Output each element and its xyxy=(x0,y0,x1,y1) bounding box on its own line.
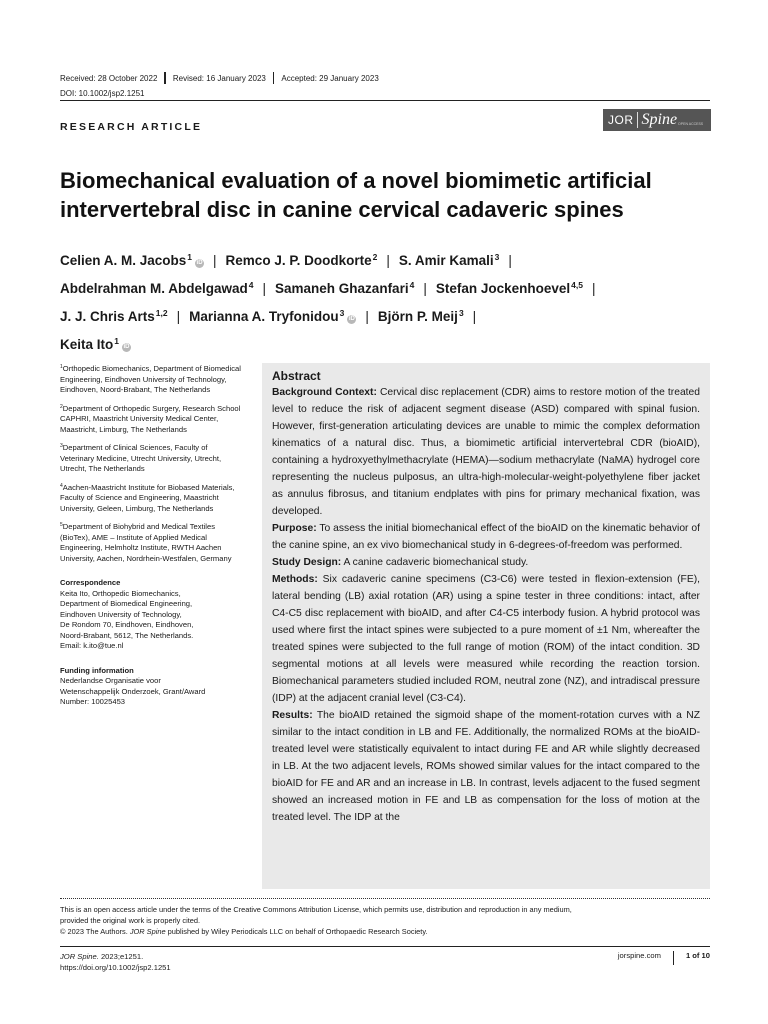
article-dates xyxy=(60,72,379,84)
author-affiliation: 2 xyxy=(372,252,378,262)
affiliation-number: 2 xyxy=(60,403,63,410)
affiliation-text: Department of Biohybrid and Medical Textiles (BioTex), AME – Institute of Applied Medical Engineering, Helmholtz Institute, RWTH Aachen University, Aachen, Nordrhein-Westfalen, Germany xyxy=(60,522,232,563)
logo-open-access: OPEN ACCESS xyxy=(678,121,704,126)
author-affiliation: 3 xyxy=(458,308,464,318)
license-line: This is an open access article under the terms of the Creative Commons Attribution License, which permits use, distribution and reproduction in any medium, xyxy=(60,905,572,914)
correspondence-email[interactable]: Email: k.ito@tue.nl xyxy=(60,641,124,650)
page-info xyxy=(560,951,710,965)
section-label: Purpose: xyxy=(272,523,317,534)
abstract-box xyxy=(262,363,710,889)
correspondence-line: Keita Ito, Orthopedic Biomechanics, xyxy=(60,588,181,598)
author-separator: | xyxy=(365,309,369,324)
author-name[interactable]: Stefan Jockenhoevel xyxy=(435,281,571,296)
funding-block xyxy=(60,676,242,708)
copyright-suffix: published by Wiley Periodicals LLC on behalf of Orthopaedic Research Society. xyxy=(165,927,428,936)
left-sidebar xyxy=(60,362,242,708)
author-separator: | xyxy=(472,309,477,324)
affiliation xyxy=(60,402,242,436)
author-name[interactable]: Remco J. P. Doodkorte xyxy=(225,253,372,268)
received-date: Received: 28 October 2022 xyxy=(60,73,158,83)
affiliation-text: Department of Orthopedic Surgery, Research School CAPHRI, Maastricht University Medical Center, Maastricht, Limburg, The Netherlands xyxy=(60,403,241,434)
affiliation-number: 1 xyxy=(60,364,63,370)
revised-date: Revised: 16 January 2023 xyxy=(172,73,266,83)
abstract-section xyxy=(272,571,700,707)
funding-line: Wetenschappelijk Onderzoek, Grant/Award xyxy=(60,686,206,696)
abstract-section xyxy=(272,707,700,826)
author-affiliation: 1 xyxy=(114,336,119,346)
author-name[interactable]: Björn P. Meij xyxy=(377,309,458,324)
section-label: Background Context: xyxy=(272,387,377,398)
correspondence-line: Noord-Brabant, 5612, The Netherlands. xyxy=(60,630,194,640)
citation xyxy=(60,951,171,973)
author-affiliation: 3 xyxy=(494,252,500,262)
correspondence-line: De Rondom 70, Eindhoven, Eindhoven, xyxy=(60,620,194,629)
section-text: The bioAID retained the sigmoid shape of the moment-rotation curves with a NZ similar to the intact condition in LB and FE. Additionally, the normalized ROMs at the bioAID-treated level were statistically equivalent to intact during FE and AR while slightly decreased in LB. At the two adjacent levels, ROMs showed similar values for the intact compared to the bioAID for FE and AR and an increase in LB. In contrast, levels adjacent to the fused segment showed an increased motion in FE and LB as compensation for the loss of motion at the treated level. The IDP at the xyxy=(272,710,700,823)
affiliation xyxy=(60,441,242,475)
license-notice xyxy=(60,904,710,937)
author-separator: | xyxy=(386,253,390,268)
logo-jor: JOR xyxy=(608,113,634,127)
divider xyxy=(164,72,166,84)
copyright-journal: JOR Spine xyxy=(129,927,166,936)
abstract-section xyxy=(272,384,700,520)
author-separator: | xyxy=(423,281,427,296)
divider xyxy=(673,951,674,965)
section-text: A canine cadaveric biomechanical study. xyxy=(341,557,529,568)
section-text: To assess the initial biomechanical effect of the bioAID on the kinematic behavior of the canine spine, an ex vivo biomechanical study in 6-degrees-of-freedom was performed. xyxy=(272,523,700,551)
citation-journal: JOR Spine. xyxy=(60,952,99,961)
affiliation-text: Aachen-Maastricht Institute for Biobased Materials, Faculty of Science and Engineering, Maastricht University, Geleen, Limburg, The Netherlands xyxy=(60,482,235,513)
section-text: Cervical disc replacement (CDR) aims to restore motion of the treated level to reduce the risk of adjacent segment disease (ASD) compared with spinal fusion. However, first-generation articulating devices are unable to mimic the complex deformation kinematics of a natural disc. Thus, a biomimetic artificial intervertebral CDR (bioAID), containing a hydroxyethylmethacrylate (HEMA)—sodium methacrylate (NaMA) hydrogel core representing the nucleus pulposus, an ultra-high-molecular-weight-polyethylene fiber jacket as annulus fibrosus, and titanium endplates with pins for primary mechanical fixation, was developed. xyxy=(272,387,700,517)
author-affiliation: 1 xyxy=(187,252,193,262)
affiliation-text: Orthopedic Biomechanics, Department of Biomedical Engineering, Eindhoven University of Technology, Eindhoven, Noord-Brabant, The Netherlands xyxy=(60,364,241,394)
author-separator: | xyxy=(213,253,217,268)
article-title: Biomechanical evaluation of a novel biomimetic artificial intervertebral disc in canine cervical cadaveric spines xyxy=(60,168,652,222)
abstract-section xyxy=(272,520,700,554)
author-affiliation: 4,5 xyxy=(571,280,583,290)
abstract-heading: Abstract xyxy=(272,369,321,383)
author-separator: | xyxy=(176,309,181,324)
affiliation-number: 3 xyxy=(60,443,63,449)
citation-rest: 2023;e1251. xyxy=(98,952,144,961)
funding-line: Nederlandse Organisatie voor xyxy=(60,676,161,685)
author-affiliation: 4 xyxy=(248,280,254,290)
orcid-icon[interactable]: iD xyxy=(348,316,355,322)
section-label: Methods: xyxy=(272,574,318,585)
header-rule xyxy=(60,100,710,101)
page-number: 1 of 10 xyxy=(685,951,710,960)
correspondence-heading: Correspondence xyxy=(60,578,121,587)
citation-line xyxy=(60,951,171,962)
author-affiliation: 3 xyxy=(339,308,345,318)
author-name[interactable]: Abdelrahman M. Abdelgawad xyxy=(60,281,248,296)
correspondence-line: Department of Biomedical Engineering, xyxy=(60,599,193,608)
logo-spine: Spine xyxy=(641,111,678,128)
affiliation xyxy=(60,520,242,564)
accepted-date: Accepted: 29 January 2023 xyxy=(281,73,379,83)
journal-logo xyxy=(603,109,711,131)
author-name[interactable]: Marianna A. Tryfonidou xyxy=(189,309,339,324)
affiliation-text: Department of Clinical Sciences, Faculty of Veterinary Medicine, Utrecht University, Utrecht, Utrecht, The Netherlands xyxy=(60,443,222,473)
author-name[interactable]: Keita Ito xyxy=(60,337,114,352)
license-line: provided the original work is properly cited. xyxy=(60,916,201,925)
section-text: Six cadaveric canine specimens (C3-C6) were tested in flexion-extension (FE), lateral bending (LB) axial rotation (AR) using a spine tester in three conditions: intact, after C4-C5 disc replacement with bioAID, and after C4-C5 interbody fusion. A hybrid protocol was used where first the intact spines were subjected to a pure moment of ±1 Nm, whereafter the treated spines were subjected to the full range of motion (ROM) of the intact condition. 3D segmental motions at all levels were measured while recording the reaction torsion. Biomechanical parameters studied included ROM, neutral zone (NZ), and intradiscal pressure (IDP) at the adjacent cranial level (C3-C4). xyxy=(272,574,700,704)
copyright-line xyxy=(60,926,710,937)
author-affiliation: 4 xyxy=(409,280,415,290)
affiliation-number: 4 xyxy=(60,482,63,489)
author-name[interactable]: Samaneh Ghazanfari xyxy=(275,281,409,296)
author-name[interactable]: Celien A. M. Jacobs xyxy=(60,253,187,268)
section-label: Results: xyxy=(272,710,313,721)
affiliation xyxy=(60,481,242,515)
correspondence-line: Eindhoven University of Technology, xyxy=(60,609,182,619)
doi-label[interactable]: DOI: 10.1002/jsp2.1251 xyxy=(60,89,145,98)
author-name[interactable]: S. Amir Kamali xyxy=(398,253,494,268)
copyright-prefix: © 2023 The Authors. xyxy=(60,927,130,936)
author-line xyxy=(60,273,710,301)
section-label: Study Design: xyxy=(272,557,342,568)
abstract-section xyxy=(272,554,700,571)
author-line xyxy=(60,301,710,329)
correspondence-block xyxy=(60,589,242,652)
author-affiliation: 1,2 xyxy=(155,308,168,318)
affiliation-number: 5 xyxy=(60,522,63,528)
funding-heading: Funding information xyxy=(60,665,134,675)
orcid-icon[interactable]: iD xyxy=(123,344,130,350)
author-separator: | xyxy=(508,253,512,268)
journal-site-link[interactable]: jorspine.com xyxy=(617,951,661,960)
footer-rule xyxy=(60,946,710,947)
orcid-icon[interactable]: iD xyxy=(196,260,203,266)
dotted-divider xyxy=(60,898,710,899)
author-name[interactable]: J. J. Chris Arts xyxy=(60,309,155,324)
author-separator: | xyxy=(262,281,267,296)
article-type: RESEARCH ARTICLE xyxy=(60,121,203,133)
author-separator: | xyxy=(591,281,596,296)
funding-line: Number: 10025453 xyxy=(60,697,126,706)
divider xyxy=(273,72,275,84)
affiliation xyxy=(60,362,242,396)
author-line xyxy=(60,329,710,357)
author-line xyxy=(60,245,710,273)
author-list xyxy=(60,245,710,357)
citation-url[interactable]: https://doi.org/10.1002/jsp2.1251 xyxy=(60,963,171,972)
